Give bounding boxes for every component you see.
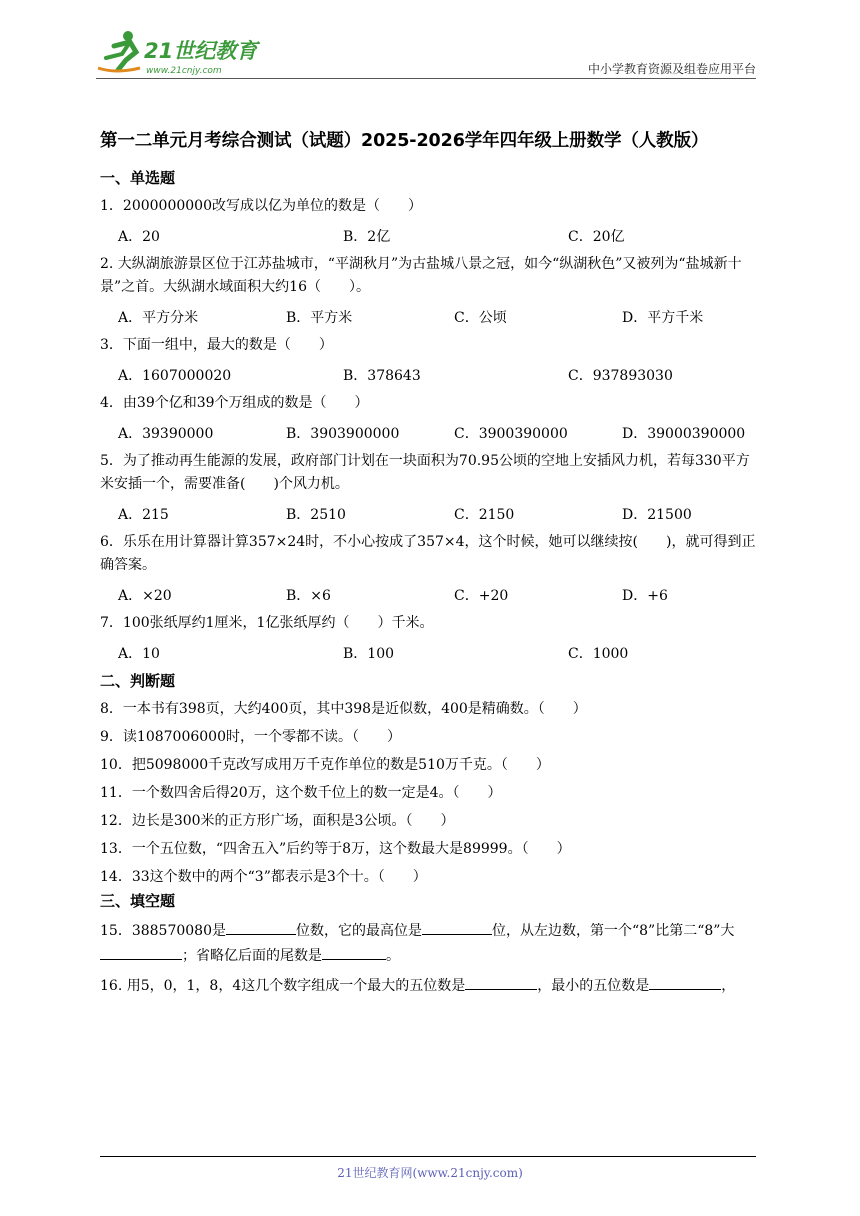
question-text: 。 — [386, 948, 400, 964]
option: C．2150 — [454, 507, 515, 523]
option: B．2510 — [286, 507, 346, 523]
option: A．39390000 — [118, 426, 214, 442]
question-text: ；省略亿后面的尾数是 — [182, 948, 322, 964]
question-2: 2. 大纵湖旅游景区位于江苏盐城市，“平湖秋月”为古盐城八景之冠，如今“纵湖秋色”又被列为“盐城新十景”之首。大纵湖水域面积大约16（ ）。 — [100, 256, 742, 295]
option: D．+6 — [622, 588, 668, 604]
question-3: 3．下面一组中，最大的数是（ ） — [100, 337, 333, 353]
option: A．215 — [118, 507, 169, 523]
option: C．3900390000 — [454, 426, 568, 442]
question-text: ，最小的五位数是 — [537, 978, 650, 994]
site-logo — [96, 28, 266, 80]
page-header — [96, 28, 756, 82]
option: A．20 — [118, 229, 160, 245]
option: A．平方分米 — [118, 310, 199, 326]
options-5 — [118, 504, 760, 526]
logo-url: www.21cnjy.com — [146, 66, 222, 76]
header-divider — [96, 78, 756, 79]
option: B．×6 — [286, 588, 331, 604]
option: C．+20 — [454, 588, 509, 604]
exam-body — [100, 128, 760, 998]
question-13: 13．一个五位数，“四舍五入”后约等于8万，这个数最大是89999。（ ） — [100, 841, 571, 857]
question-8: 8．一本书有398页，大约400页，其中398是近似数，400是精确数。（ ） — [100, 701, 587, 717]
question-15 — [100, 918, 760, 968]
question-7: 7．100张纸厚约1厘米，1亿张纸厚约（ ）千米。 — [100, 615, 434, 631]
option: C．937893030 — [568, 368, 673, 384]
question-text: 位，从左边数，第一个“8”比第二“8”大 — [491, 923, 735, 939]
option: D．21500 — [622, 507, 692, 523]
question-10: 10．把5098000千克改写成用万千克作单位的数是510万千克。（ ） — [100, 757, 550, 773]
option: C．公顷 — [454, 310, 507, 326]
platform-name: 中小学教育资源及组卷应用平台 — [587, 62, 756, 76]
question-text: ， — [721, 978, 736, 994]
footer-link[interactable]: 21世纪教育网(www.21cnjy.com) — [337, 1166, 523, 1180]
question-16 — [100, 973, 760, 998]
answer-blank[interactable] — [465, 973, 537, 990]
footer-divider — [100, 1156, 756, 1157]
option: B．3903900000 — [286, 426, 400, 442]
options-7 — [118, 643, 760, 665]
answer-blank[interactable] — [226, 918, 296, 935]
question-14: 14．33这个数中的两个“3”都表示是3个十。（ ） — [100, 869, 427, 885]
section-heading: 二、判断题 — [100, 672, 176, 690]
answer-blank[interactable] — [322, 943, 386, 960]
option: B．100 — [343, 646, 395, 662]
option: B．2亿 — [343, 229, 391, 245]
answer-blank[interactable] — [649, 973, 721, 990]
logo-text: 21世纪教育 — [144, 39, 258, 63]
options-2 — [118, 307, 760, 329]
option: B．378643 — [343, 368, 421, 384]
question-text: 位数，它的最高位是 — [295, 923, 422, 939]
question-11: 11．一个数四舍后得20万，这个数千位上的数一定是4。（ ） — [100, 785, 502, 801]
exam-title: 第一二单元月考综合测试（试题）2025-2026学年四年级上册数学（人教版） — [100, 131, 709, 151]
section-heading: 一、单选题 — [100, 169, 176, 187]
option: A．×20 — [118, 588, 172, 604]
options-1 — [118, 226, 760, 248]
options-4 — [118, 423, 760, 445]
option: C．20亿 — [568, 229, 625, 245]
option: A．10 — [118, 646, 160, 662]
option: D．平方千米 — [622, 310, 704, 326]
question-9: 9．读1087006000时，一个零都不读。（ ） — [100, 729, 401, 745]
question-4: 4．由39个亿和39个万组成的数是（ ） — [100, 395, 369, 411]
option: A．1607000020 — [118, 368, 232, 384]
question-text: 16. 用5，0，1，8，4这几个数字组成一个最大的五位数是 — [100, 978, 466, 994]
question-5: 5．为了推动再生能源的发展，政府部门计划在一块面积为70.95公顷的空地上安插风力机，若每330平方米安插一个，需要准备( )个风力机。 — [100, 453, 750, 492]
section-heading: 三、填空题 — [100, 892, 176, 910]
question-text: 15．388570080是 — [100, 923, 226, 939]
option: D．39000390000 — [622, 426, 746, 442]
answer-blank[interactable] — [100, 943, 182, 960]
options-3 — [118, 365, 760, 387]
options-6 — [118, 585, 760, 607]
option: C．1000 — [568, 646, 629, 662]
question-12: 12．边长是300米的正方形广场，面积是3公顷。（ ） — [100, 813, 455, 829]
runner-icon — [98, 31, 140, 71]
option: B．平方米 — [286, 310, 353, 326]
question-1: 1．2000000000改写成以亿为单位的数是（ ） — [100, 198, 422, 214]
question-6: 6．乐乐在用计算器计算357×24时，不小心按成了357×4，这个时候，她可以继续按( )，就可得到正确答案。 — [100, 534, 756, 573]
answer-blank[interactable] — [422, 918, 492, 935]
